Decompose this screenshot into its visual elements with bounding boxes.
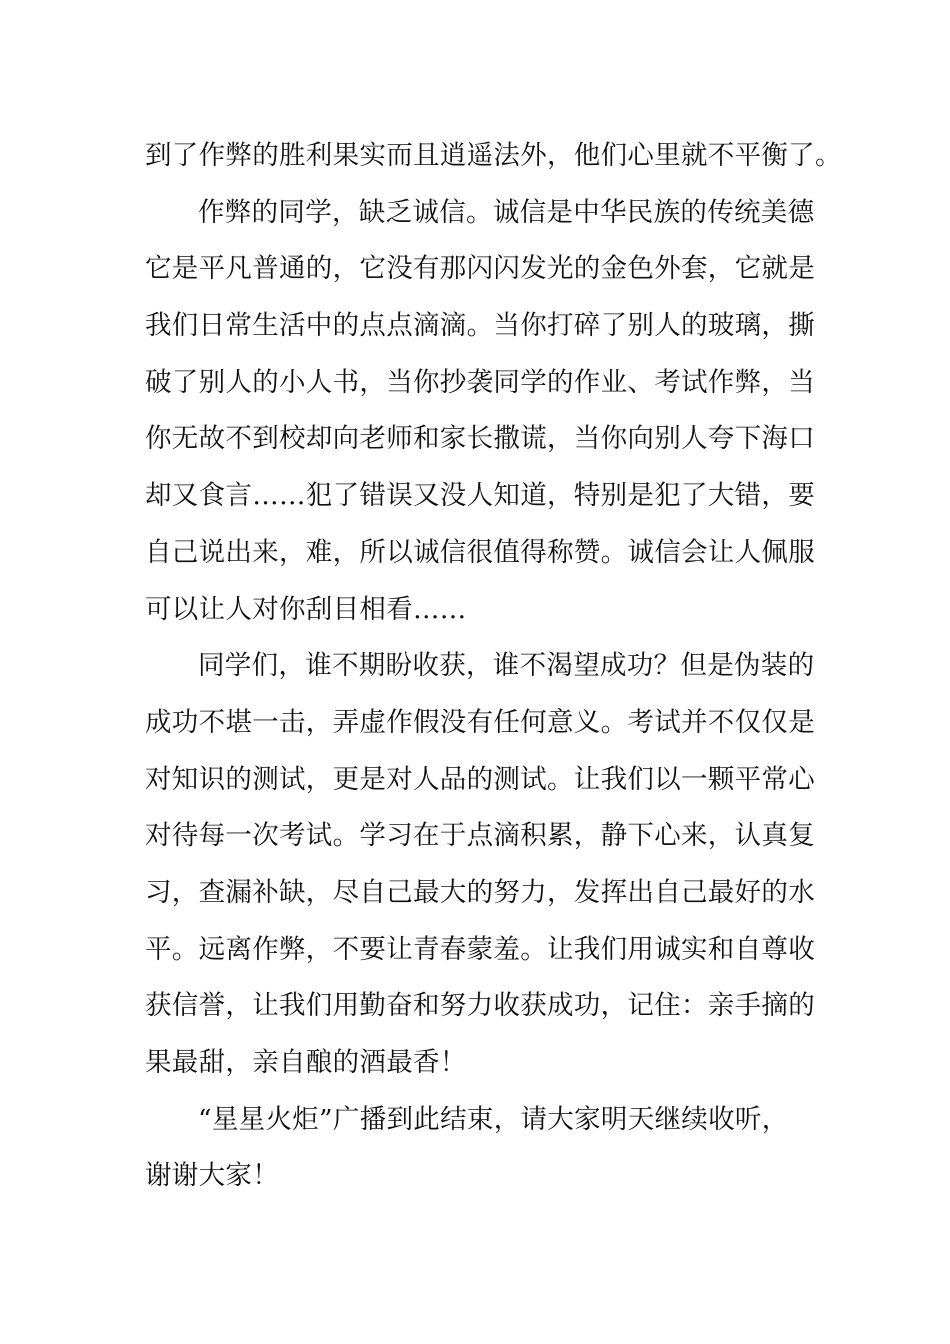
text-line: 成功不堪一击，弄虚作假没有任何意义。考试并不仅仅是: [145, 706, 815, 738]
document-body: [145, 128, 842, 1205]
text-line: 自己说出来，难，所以诚信很值得称赞。诚信会让人佩服: [145, 536, 815, 568]
text-line: 它是平凡普通的，它没有那闪闪发光的金色外套，它就是: [145, 253, 815, 285]
paragraph-start-line: “星星火炬”广播到此结束，请大家明天继续收听，: [198, 1103, 789, 1135]
text-line: 果最甜，亲自酿的酒最香！: [145, 1047, 467, 1078]
text-line: 破了别人的小人书，当你抄袭同学的作业、考试作弊，当: [145, 366, 815, 398]
text-line: 获信誉，让我们用勤奋和努力收获成功，记住：亲手摘的: [145, 990, 815, 1022]
text-line: 却又食言……犯了错误又没人知道，特别是犯了大错，要: [145, 480, 815, 512]
text-line: 对待每一次考试。学习在于点滴积累，静下心来，认真复: [145, 820, 815, 852]
text-line: 对知识的测试，更是对人品的测试。让我们以一颗平常心: [145, 763, 815, 795]
text-line: 可以让人对你刮目相看……: [145, 593, 467, 625]
text-line: 习，查漏补缺，尽自己最大的努力，发挥出自己最好的水: [145, 876, 815, 908]
text-line: 到了作弊的胜利果实而且逍遥法外，他们心里就不平衡了。: [145, 140, 842, 171]
paragraph-start-line: 作弊的同学，缺乏诚信。诚信是中华民族的传统美德: [198, 196, 815, 228]
paragraph-start-line: 同学们，谁不期盼收获，谁不渴望成功？但是伪装的: [198, 650, 815, 682]
text-line: 谢谢大家！: [145, 1160, 279, 1192]
text-line: 我们日常生活中的点点滴滴。当你打碎了别人的玻璃，撕: [145, 310, 815, 342]
text-line: 平。远离作弊，不要让青春蒙羞。让我们用诚实和自尊收: [145, 933, 815, 965]
text-line: 你无故不到校却向老师和家长撒谎，当你向别人夸下海口: [145, 423, 815, 455]
